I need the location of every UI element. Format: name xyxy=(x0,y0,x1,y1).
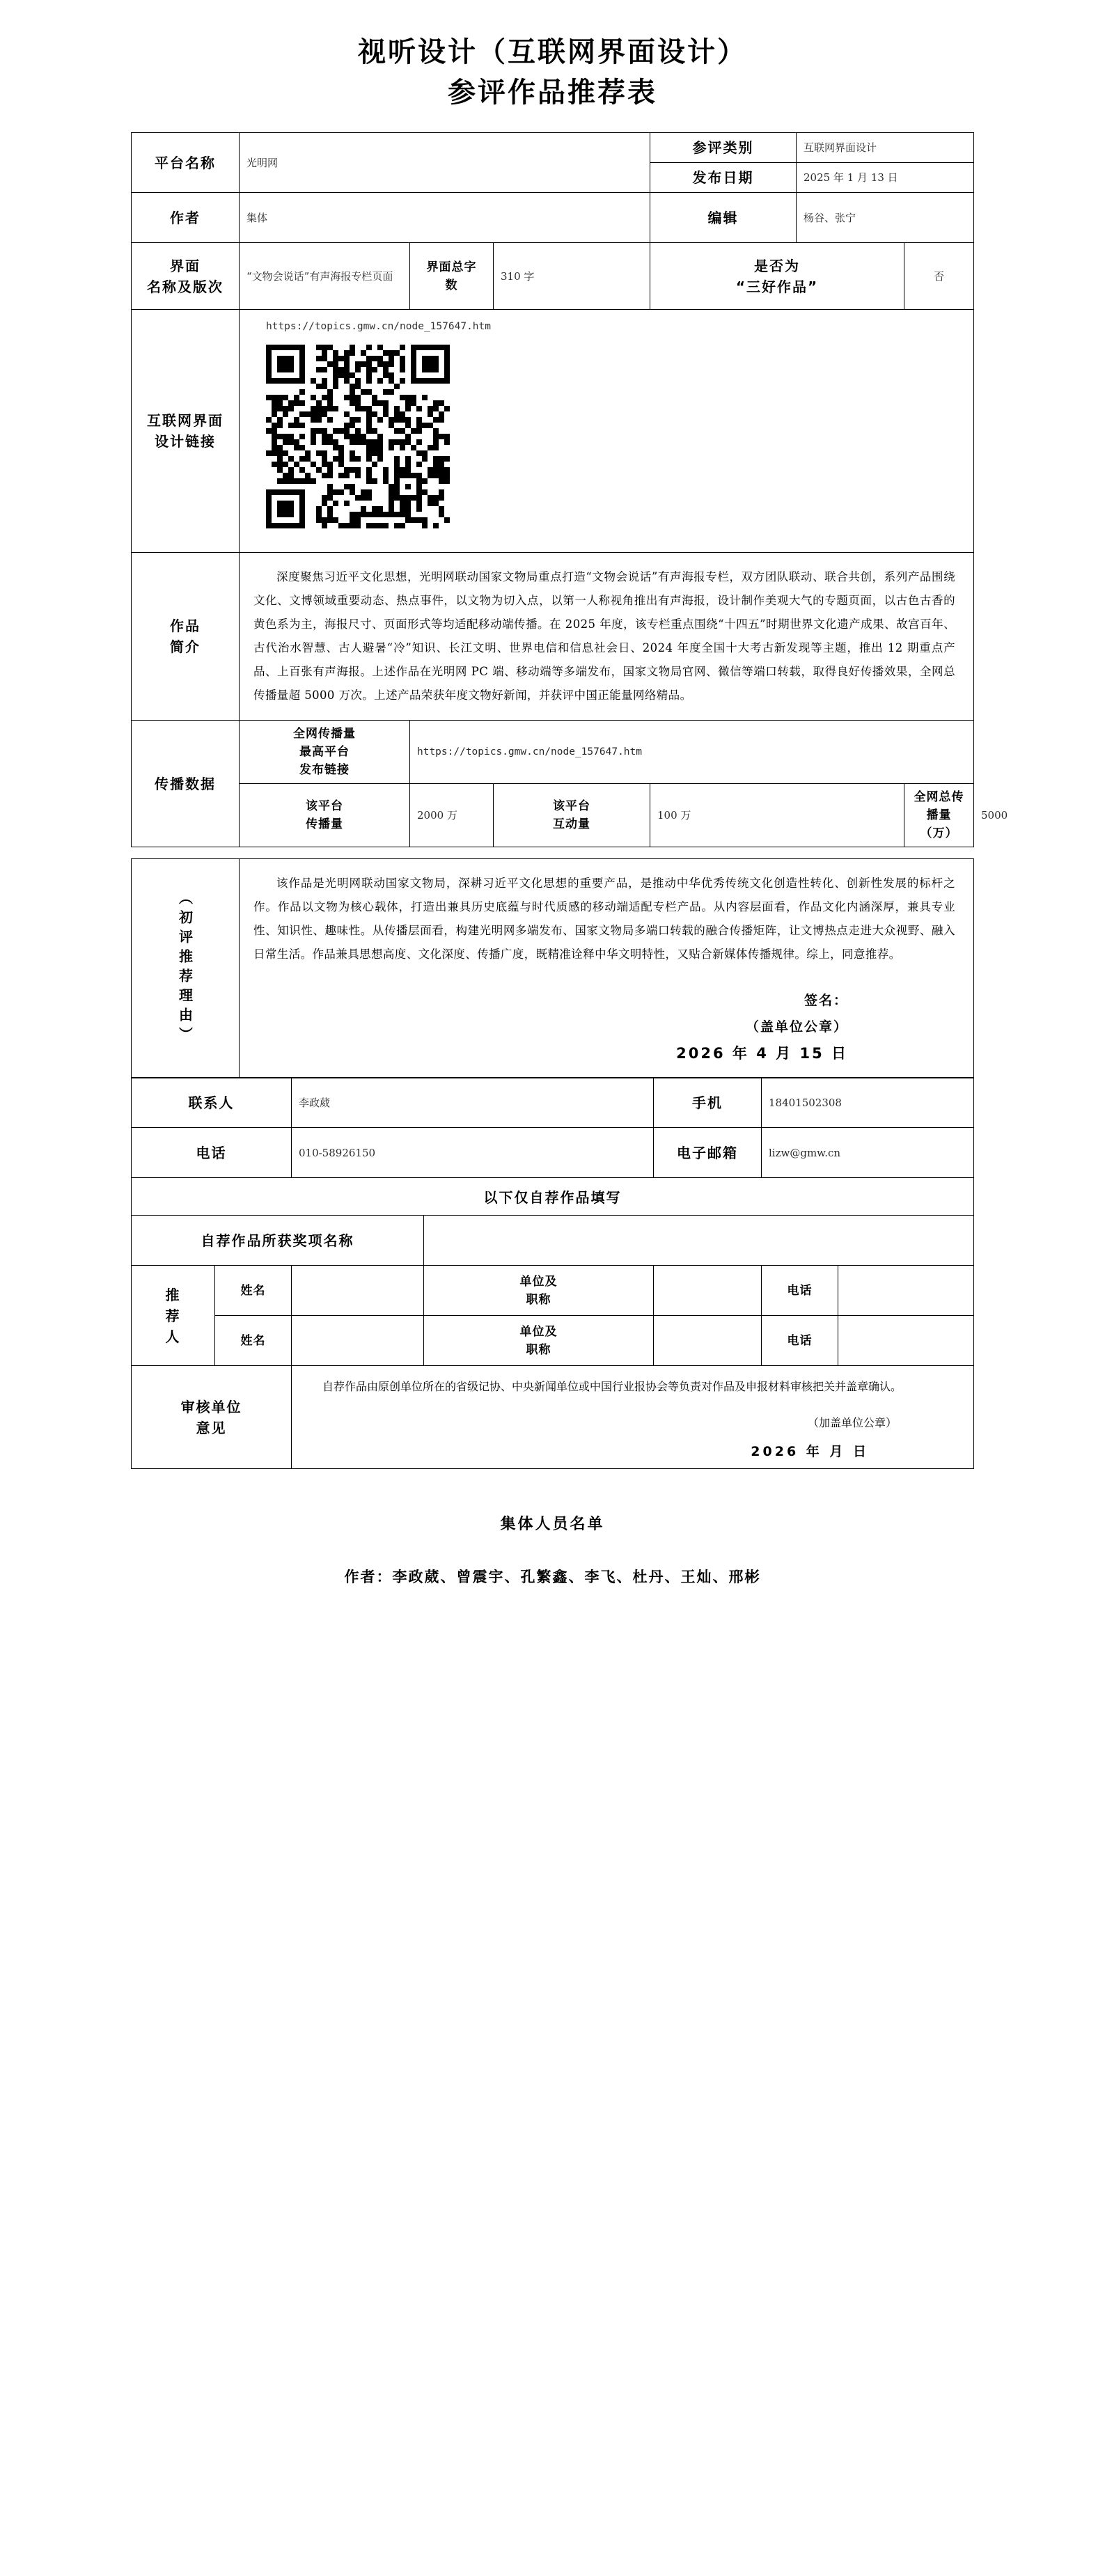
recommender-name-value-1[interactable] xyxy=(291,1266,423,1316)
recommend-label: （初评推荐理由） xyxy=(176,890,194,1046)
table-row xyxy=(132,859,974,1078)
recommender-name-value-2[interactable] xyxy=(291,1316,423,1366)
top-platform-link-label-line2: 最高平台 xyxy=(299,745,350,759)
seal-label: （盖单位公章） xyxy=(745,1019,848,1035)
award-name-label: 自荐作品所获奖项名称 xyxy=(131,1216,423,1266)
interface-name-label-line1: 界面 xyxy=(169,257,201,274)
footer-title: 集体人员名单 xyxy=(500,1516,605,1534)
platform-interact-label xyxy=(493,784,650,847)
word-count-label xyxy=(409,243,493,310)
qr-code xyxy=(266,345,458,537)
recommendation-table xyxy=(131,858,974,1078)
table-row xyxy=(131,243,973,310)
total-spread-label-line2: 播量（万） xyxy=(920,808,958,840)
signature-block xyxy=(246,975,966,1074)
platform-name-value: 光明网 xyxy=(239,133,650,193)
self-nomination-heading: 以下仅自荐作品填写 xyxy=(483,1189,622,1207)
document-title xyxy=(0,0,1105,113)
author-label: 作者 xyxy=(131,193,239,243)
platform-spread-value: 2000 万 xyxy=(409,784,493,847)
signature-label: 签名： xyxy=(804,993,848,1008)
category-label: 参评类别 xyxy=(650,133,797,163)
spread-data-label-text: 传播数据 xyxy=(154,775,216,792)
total-spread-label xyxy=(904,784,974,847)
interface-link-url[interactable]: https://topics.gmw.cn/node_157647.htm xyxy=(265,321,491,332)
title-line-1: 视听设计（互联网界面设计） xyxy=(358,36,747,68)
intro-text: 深度聚焦习近平文化思想，光明网联动国家文物局重点打造“文物会说话”有声海报专栏，双方团队联动、联合共创，系列产品围绕文化、文博领域重要动态、热点事件，以文物为切入点，以第一人称视角推出有声海报，设计制作美观大气的专题页面，以古色古香的黄色系为主，海报尺寸、页面形式等均适配移动端传播。在 2025 年度，该专栏重点围绕“十四五”时期世界文化遗产成果、故宫百年、古代治水智慧、古人避暑“冷”知识、长江文明、世界电信和信息社会日、2024 年度全国十大考古新发现等主题，推出 12 期重点产品、上百张有声海报。上述作品在光明网 PC 端、移动端等多端发布，国家文物局官网、微信等端口转载，取得良好传播效果，全网总传播量超 5000 万次。上述产品荣获年度文物好新闻，并获评中国正能量网络精品。 xyxy=(253,570,956,702)
table-row xyxy=(131,1178,973,1216)
recommender-phone-value-2[interactable] xyxy=(838,1316,974,1366)
award-name-value[interactable] xyxy=(423,1216,973,1266)
recommender-label-line1: 推 xyxy=(165,1286,181,1303)
table-row: 该平台 传播量 2000 万 该平台 互动量 100 万 全网总传 播量（万） 5000 xyxy=(131,784,973,847)
interface-link-label-line2: 设计链接 xyxy=(154,433,216,450)
recommend-label-cell xyxy=(132,859,240,1078)
audit-stamp-label: （加盖单位公章） xyxy=(808,1416,898,1430)
audit-unit-label xyxy=(131,1366,291,1469)
phone-label: 电话 xyxy=(131,1128,291,1178)
recommender-phone-label-2: 电话 xyxy=(762,1316,838,1366)
table-row xyxy=(131,310,973,553)
interface-name-label-line2: 名称及版次 xyxy=(146,278,224,295)
audit-note-text: 自荐作品由原创单位所在的省级记协、中央新闻单位或中国行业报协会等负责对作品及申报材料审核把关并盖章确认。 xyxy=(322,1380,902,1394)
recommender-phone-label-1: 电话 xyxy=(762,1266,838,1316)
total-spread-label-line1: 全网总传 xyxy=(914,790,964,804)
recommender-unit-label-2-line2: 职称 xyxy=(526,1342,551,1357)
top-platform-link-value[interactable]: https://topics.gmw.cn/node_157647.htm xyxy=(409,721,973,784)
author-value: 集体 xyxy=(239,193,650,243)
three-good-value: 否 xyxy=(904,243,974,310)
platform-interact-value: 100 万 xyxy=(650,784,904,847)
interface-link-label xyxy=(131,310,239,553)
recommender-phone-value-1[interactable] xyxy=(838,1266,974,1316)
interface-link-cell xyxy=(239,310,973,553)
footer-names: 作者：李政葳、曾震宇、孔繁鑫、李飞、杜丹、王灿、邢彬 xyxy=(344,1569,761,1586)
table-row xyxy=(131,1316,973,1366)
interface-name-value: “文物会说话”有声海报专栏页面 xyxy=(239,243,409,310)
recommender-unit-label-2 xyxy=(423,1316,653,1366)
platform-name-label: 平台名称 xyxy=(131,133,239,193)
publish-date-label: 发布日期 xyxy=(650,163,797,193)
email-value: lizw@gmw.cn xyxy=(762,1128,974,1178)
editor-value: 杨谷、张宁 xyxy=(797,193,974,243)
publish-date-value: 2025 年 1 月 13 日 xyxy=(797,163,974,193)
table-row xyxy=(131,721,973,784)
title-line-2: 参评作品推荐表 xyxy=(448,77,657,109)
recommender-unit-label-2-line1: 单位及 xyxy=(519,1324,558,1339)
signature-date: 2026 年 4 月 15 日 xyxy=(676,1045,848,1062)
qr-wrapper xyxy=(246,314,966,548)
word-count-label-line2: 数 xyxy=(445,278,458,292)
recommender-name-label-2: 姓名 xyxy=(214,1316,291,1366)
recommend-body-cell xyxy=(240,859,974,1078)
interface-name-label xyxy=(131,243,239,310)
table-row xyxy=(131,193,973,243)
footer-name-list xyxy=(0,1469,1105,1587)
contact-person-label: 联系人 xyxy=(131,1078,291,1128)
recommender-unit-label-1 xyxy=(423,1266,653,1316)
recommender-unit-value-1[interactable] xyxy=(654,1266,762,1316)
table-spacer xyxy=(0,847,1105,858)
intro-label-line2: 简介 xyxy=(169,638,201,655)
platform-spread-label-line1: 该平台 xyxy=(305,799,343,813)
intro-label-line1: 作品 xyxy=(169,618,201,634)
audit-unit-label-line2: 意见 xyxy=(196,1419,227,1436)
top-platform-link-label xyxy=(239,721,409,784)
editor-label: 编辑 xyxy=(650,193,797,243)
mobile-label: 手机 xyxy=(654,1078,762,1128)
recommender-label xyxy=(131,1266,214,1366)
spread-data-label xyxy=(131,721,239,847)
table-row xyxy=(131,133,973,163)
table-row xyxy=(131,553,973,721)
contact-and-self-nomination-table xyxy=(131,1077,974,1469)
table-row xyxy=(131,1366,973,1469)
main-info-table xyxy=(131,132,1008,847)
word-count-label-line1: 界面总字 xyxy=(426,260,477,274)
intro-label xyxy=(131,553,239,721)
audit-date: 2026 年 月 日 xyxy=(751,1444,870,1460)
table-row xyxy=(131,1216,973,1266)
intro-cell xyxy=(239,553,973,721)
recommender-unit-value-2[interactable] xyxy=(654,1316,762,1366)
recommender-label-line2: 荐 xyxy=(165,1307,181,1324)
three-good-label-line2: “三好作品” xyxy=(735,278,819,295)
word-count-value: 310 字 xyxy=(493,243,650,310)
platform-spread-label xyxy=(239,784,409,847)
self-nomination-heading-cell xyxy=(131,1178,973,1216)
mobile-value: 18401502308 xyxy=(762,1078,974,1128)
recommender-unit-label-1-line1: 单位及 xyxy=(519,1274,558,1289)
three-good-label xyxy=(650,243,904,310)
platform-interact-label-line1: 该平台 xyxy=(552,799,590,813)
platform-spread-label-line2: 传播量 xyxy=(305,817,343,831)
email-label: 电子邮箱 xyxy=(654,1128,762,1178)
top-platform-link-label-line1: 全网传播量 xyxy=(292,727,356,741)
phone-value: 010-58926150 xyxy=(291,1128,653,1178)
top-platform-link-label-line3: 发布链接 xyxy=(299,763,350,777)
interface-link-label-line1: 互联网界面 xyxy=(146,412,224,429)
recommender-name-label-1: 姓名 xyxy=(214,1266,291,1316)
table-row xyxy=(131,1078,973,1128)
recommender-unit-label-1-line2: 职称 xyxy=(526,1292,551,1307)
recommender-label-line3: 人 xyxy=(165,1328,181,1345)
table-row xyxy=(131,1128,973,1178)
recommend-text: 该作品是光明网联动国家文物局，深耕习近平文化思想的重要产品，是推动中华优秀传统文化创造性转化、创新性发展的标杆之作。作品以文物为核心载体，打造出兼具历史底蕴与时代质感的移动端适配专栏产品。从内容层面看，作品文化内涵深厚，兼具专业性、知识性、趣味性。从传播层面看，构建光明网多端发布、国家文物局多端口转载的融合传播矩阵，让文博热点走进大众视野、融入日常生活。作品兼具思想高度、文化深度、传播广度，既精准诠释中华文明特性，又贴合新媒体传播规律。综上，同意推荐。 xyxy=(253,877,955,961)
three-good-label-line1: 是否为 xyxy=(754,257,800,274)
audit-body-cell xyxy=(291,1366,973,1469)
audit-unit-label-line1: 审核单位 xyxy=(180,1398,242,1415)
platform-interact-label-line2: 互动量 xyxy=(552,817,590,831)
contact-person-value: 李政葳 xyxy=(291,1078,653,1128)
table-row xyxy=(131,1266,973,1316)
category-value: 互联网界面设计 xyxy=(797,133,974,163)
